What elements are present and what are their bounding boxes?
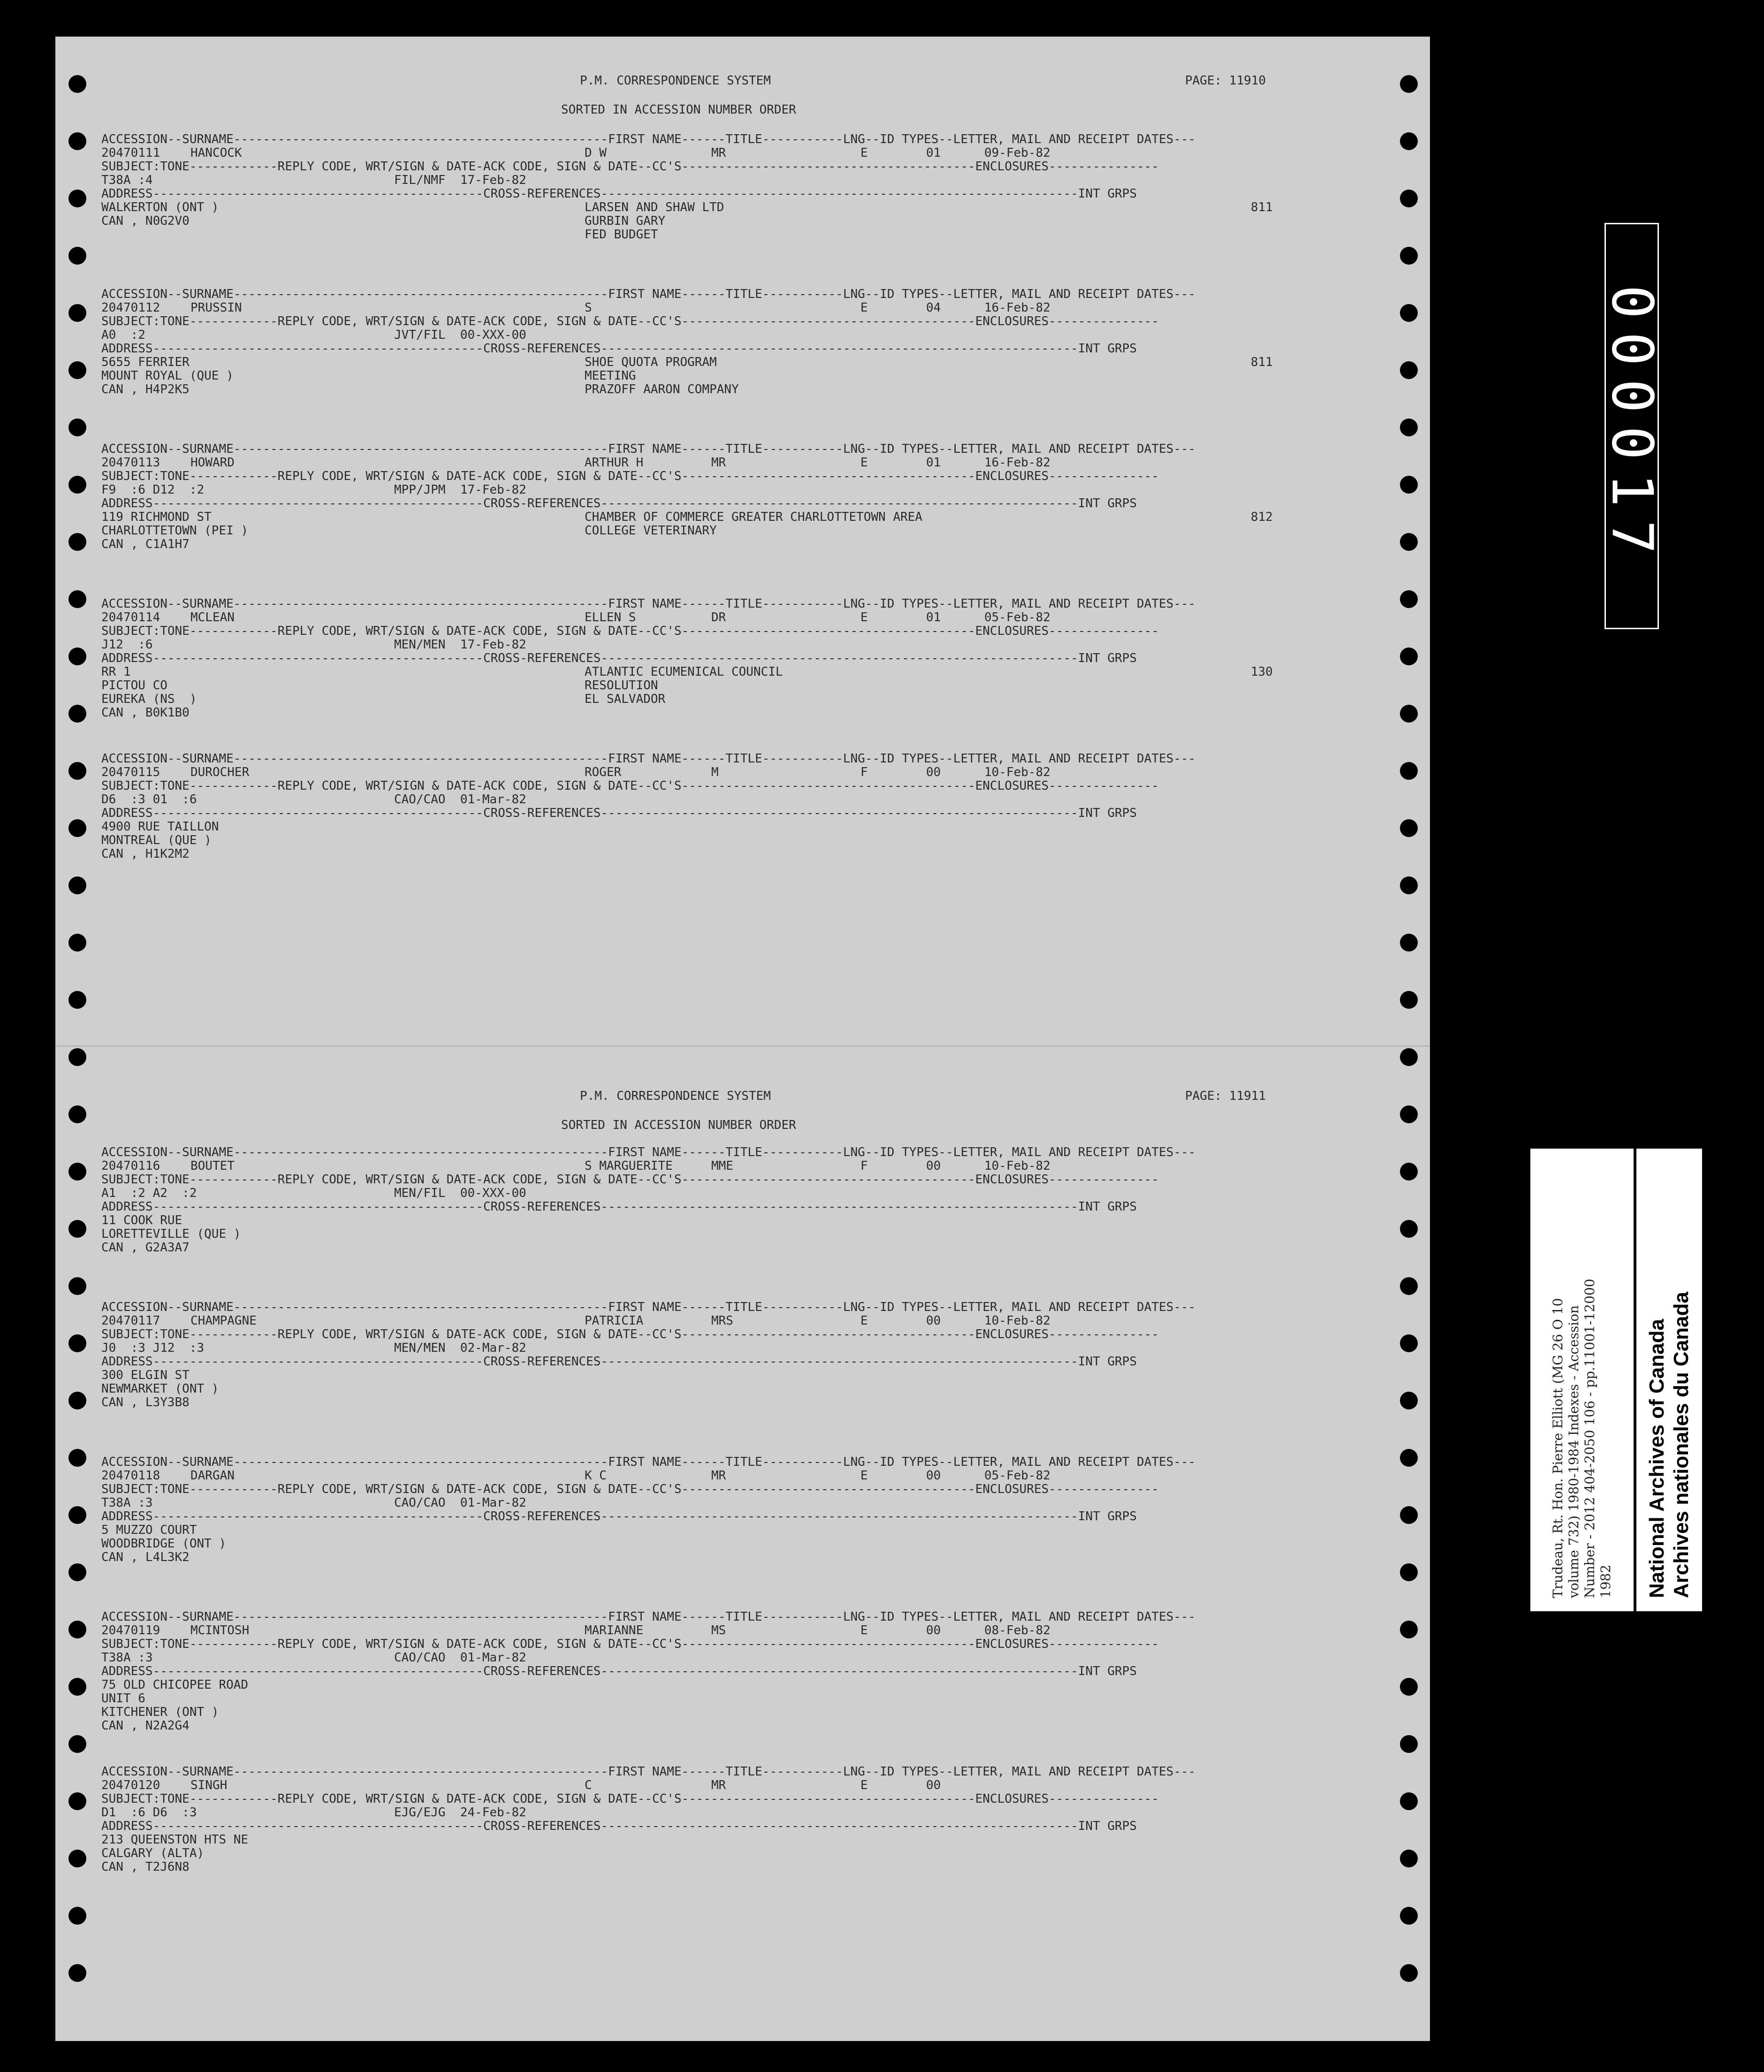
feed-hole — [1400, 1792, 1418, 1810]
header-rule-1: ACCESSION--SURNAME---------------------------------------------------FIRST NAME------TITLE-----------LNG--ID TYPES--LETTER, MAIL AND RECEIPT DATES--- — [101, 597, 1196, 611]
first-name: S — [585, 301, 592, 315]
feed-hole — [68, 590, 86, 608]
reply-code: MEN/FIL 00-XXX-00 — [394, 1186, 526, 1200]
feed-hole — [1400, 247, 1418, 265]
surname: DARGAN — [190, 1469, 235, 1483]
letter-date: 08-Feb-82 — [984, 1623, 1050, 1638]
feed-hole — [68, 1907, 86, 1925]
header-rule-2: SUBJECT:TONE------------REPLY CODE, WRT/SIGN & DATE-ACK CODE, SIGN & DATE--CC'S----------------------------------------ENCLOSURES--------------- — [101, 1638, 1159, 1651]
id-type: 00 — [926, 1159, 941, 1173]
address-line: PICTOU CO — [101, 678, 167, 693]
header-rule-2: SUBJECT:TONE------------REPLY CODE, WRT/SIGN & DATE-ACK CODE, SIGN & DATE--CC'S----------------------------------------ENCLOSURES--------------- — [101, 1792, 1159, 1806]
feed-hole — [1400, 1392, 1418, 1409]
feed-hole — [68, 934, 86, 952]
language: E — [860, 1314, 868, 1328]
id-type: 00 — [926, 1314, 941, 1328]
subject-tone: T38A :4 — [101, 173, 153, 187]
feed-hole — [68, 648, 86, 665]
feed-hole — [68, 75, 86, 93]
address-line: CAN , B0K1B0 — [101, 706, 190, 720]
address-line: LORETTEVILLE (QUE ) — [101, 1227, 241, 1241]
feed-hole — [68, 762, 86, 780]
first-name: ELLEN S — [585, 610, 636, 625]
feed-hole — [1400, 1105, 1418, 1123]
feed-hole — [68, 304, 86, 322]
feed-hole — [68, 1105, 86, 1123]
surname: BOUTET — [190, 1159, 235, 1173]
address-line: 300 ELGIN ST — [101, 1368, 190, 1382]
header-rule-3: ADDRESS---------------------------------------------CROSS-REFERENCES-----------------------------------------------------------------INT GRPS — [101, 1355, 1137, 1369]
feed-hole — [68, 876, 86, 894]
int-group: 811 — [1251, 355, 1273, 369]
header-rule-3: ADDRESS---------------------------------------------CROSS-REFERENCES-----------------------------------------------------------------INT GRPS — [101, 342, 1137, 356]
subject-tone: T38A :3 — [101, 1651, 153, 1665]
address-line: 11 COOK RUE — [101, 1213, 182, 1227]
feed-hole — [68, 1964, 86, 1982]
header-rule-1: ACCESSION--SURNAME---------------------------------------------------FIRST NAME------TITLE-----------LNG--ID TYPES--LETTER, MAIL AND RECEIPT DATES--- — [101, 442, 1196, 456]
reply-code: CAO/CAO 01-Mar-82 — [394, 1496, 526, 1510]
accession-number: 20470118 — [101, 1469, 160, 1483]
feed-hole — [1400, 991, 1418, 1009]
id-type: 01 — [926, 456, 941, 470]
page-number: PAGE: 11911 — [1185, 1089, 1266, 1103]
address-line: 75 OLD CHICOPEE ROAD — [101, 1678, 249, 1692]
header-rule-3: ADDRESS---------------------------------------------CROSS-REFERENCES-----------------------------------------------------------------INT GRPS — [101, 497, 1137, 510]
id-type: 04 — [926, 301, 941, 315]
title: MR — [711, 456, 726, 470]
feed-hole — [1400, 1048, 1418, 1066]
surname: MCLEAN — [190, 610, 235, 625]
feed-hole — [1400, 132, 1418, 150]
frame-number: 000017 — [1599, 285, 1665, 567]
address-line: CAN , L3Y3B8 — [101, 1395, 190, 1409]
title: MS — [711, 1623, 726, 1638]
feed-hole — [1400, 1334, 1418, 1352]
letter-date: 05-Feb-82 — [984, 1469, 1050, 1483]
feed-hole — [68, 1277, 86, 1295]
id-type: 00 — [926, 1778, 941, 1792]
header-rule-1: ACCESSION--SURNAME---------------------------------------------------FIRST NAME------TITLE-----------LNG--ID TYPES--LETTER, MAIL AND RECEIPT DATES--- — [101, 1610, 1196, 1624]
feed-hole — [1400, 1907, 1418, 1925]
language: F — [860, 1159, 868, 1173]
feed-hole — [68, 1563, 86, 1581]
cross-reference: PRAZOFF AARON COMPANY — [585, 382, 739, 396]
reply-code: JVT/FIL 00-XXX-00 — [394, 328, 526, 342]
first-name: MARIANNE — [585, 1623, 644, 1638]
correspondence-record — [101, 1765, 1321, 1874]
feed-hole — [68, 247, 86, 265]
accession-number: 20470111 — [101, 146, 160, 160]
header-rule-2: SUBJECT:TONE------------REPLY CODE, WRT/SIGN & DATE-ACK CODE, SIGN & DATE--CC'S----------------------------------------ENCLOSURES--------------- — [101, 1328, 1159, 1341]
correspondence-record — [101, 442, 1321, 551]
letter-date: 10-Feb-82 — [984, 1159, 1050, 1173]
header-rule-1: ACCESSION--SURNAME---------------------------------------------------FIRST NAME------TITLE-----------LNG--ID TYPES--LETTER, MAIL AND RECEIPT DATES--- — [101, 1146, 1196, 1159]
accession-number: 20470113 — [101, 456, 160, 470]
address-line: WOODBRIDGE (ONT ) — [101, 1537, 227, 1551]
first-name: S MARGUERITE — [585, 1159, 673, 1173]
archive-description-label — [1530, 1149, 1634, 1611]
reply-code: EJG/EJG 24-Feb-82 — [394, 1805, 526, 1820]
first-name: K C — [585, 1469, 607, 1483]
reply-code: CAO/CAO 01-Mar-82 — [394, 792, 526, 807]
title: M — [711, 765, 719, 779]
feed-hole — [68, 533, 86, 551]
header-rule-1: ACCESSION--SURNAME---------------------------------------------------FIRST NAME------TITLE-----------LNG--ID TYPES--LETTER, MAIL AND RECEIPT DATES--- — [101, 288, 1196, 301]
int-group: 811 — [1251, 200, 1273, 214]
surname: MCINTOSH — [190, 1623, 250, 1638]
sort-order: SORTED IN ACCESSION NUMBER ORDER — [561, 103, 796, 117]
address-line: 5 MUZZO COURT — [101, 1523, 197, 1537]
header-rule-1: ACCESSION--SURNAME---------------------------------------------------FIRST NAME------TITLE-----------LNG--ID TYPES--LETTER, MAIL AND RECEIPT DATES--- — [101, 1765, 1196, 1779]
feed-hole — [68, 132, 86, 150]
header-rule-1: ACCESSION--SURNAME---------------------------------------------------FIRST NAME------TITLE-----------LNG--ID TYPES--LETTER, MAIL AND RECEIPT DATES--- — [101, 133, 1196, 146]
feed-hole — [1400, 75, 1418, 93]
feed-hole — [68, 991, 86, 1009]
feed-hole — [1400, 533, 1418, 551]
feed-hole — [68, 1621, 86, 1638]
feed-hole — [1400, 1964, 1418, 1982]
cross-reference: FED BUDGET — [585, 228, 658, 242]
subject-tone: A1 :2 A2 :2 — [101, 1186, 197, 1200]
language: E — [860, 456, 868, 470]
address-line: NEWMARKET (ONT ) — [101, 1382, 219, 1396]
feed-hole — [1400, 419, 1418, 436]
subject-tone: D1 :6 D6 :3 — [101, 1805, 197, 1820]
feed-hole — [1400, 762, 1418, 780]
feed-hole — [68, 1220, 86, 1238]
feed-hole — [68, 1449, 86, 1467]
reply-code: MEN/MEN 02-Mar-82 — [394, 1341, 526, 1355]
header-rule-2: SUBJECT:TONE------------REPLY CODE, WRT/SIGN & DATE-ACK CODE, SIGN & DATE--CC'S----------------------------------------ENCLOSURES--------------- — [101, 779, 1159, 793]
address-line: CAN , L4L3K2 — [101, 1550, 190, 1564]
first-name: PATRICIA — [585, 1314, 644, 1328]
feed-hole — [68, 419, 86, 436]
archive-institution: National Archives of Canada Archives nationales du Canada — [1645, 1292, 1693, 1598]
surname: DUROCHER — [190, 765, 250, 779]
address-line: CAN , N2A2G4 — [101, 1719, 190, 1733]
reply-code: MEN/MEN 17-Feb-82 — [394, 638, 526, 652]
subject-tone: J0 :3 J12 :3 — [101, 1341, 205, 1355]
address-line: CAN , G2A3A7 — [101, 1241, 190, 1255]
header-rule-2: SUBJECT:TONE------------REPLY CODE, WRT/SIGN & DATE-ACK CODE, SIGN & DATE--CC'S----------------------------------------ENCLOSURES--------------- — [101, 625, 1159, 638]
correspondence-record — [101, 1455, 1321, 1564]
id-type: 00 — [926, 1469, 941, 1483]
system-title: P.M. CORRESPONDENCE SYSTEM — [580, 74, 771, 88]
header-rule-1: ACCESSION--SURNAME---------------------------------------------------FIRST NAME------TITLE-----------LNG--ID TYPES--LETTER, MAIL AND RECEIPT DATES--- — [101, 1301, 1196, 1314]
accession-number: 20470119 — [101, 1623, 160, 1638]
feed-hole — [68, 190, 86, 207]
archive-institution-label — [1636, 1149, 1702, 1611]
letter-date: 16-Feb-82 — [984, 301, 1050, 315]
correspondence-record — [101, 1146, 1321, 1255]
page-fold — [55, 1045, 1430, 1047]
frame-stamp — [1599, 223, 1665, 629]
accession-number: 20470112 — [101, 301, 160, 315]
letter-date: 05-Feb-82 — [984, 610, 1050, 625]
address-line: CAN , N0G2V0 — [101, 214, 190, 228]
feed-hole — [1400, 819, 1418, 837]
header-rule-3: ADDRESS---------------------------------------------CROSS-REFERENCES-----------------------------------------------------------------INT GRPS — [101, 652, 1137, 665]
feed-hole — [1400, 648, 1418, 665]
feed-hole — [1400, 876, 1418, 894]
correspondence-record — [101, 1610, 1321, 1733]
header-rule-2: SUBJECT:TONE------------REPLY CODE, WRT/SIGN & DATE-ACK CODE, SIGN & DATE--CC'S----------------------------------------ENCLOSURES--------------- — [101, 160, 1159, 174]
feed-hole — [68, 1048, 86, 1066]
cross-reference: ATLANTIC ECUMENICAL COUNCIL — [585, 665, 783, 679]
surname: CHAMPAGNE — [190, 1314, 257, 1328]
address-line: MOUNT ROYAL (QUE ) — [101, 369, 234, 383]
feed-hole — [1400, 190, 1418, 207]
first-name: C — [585, 1778, 592, 1792]
correspondence-record — [101, 752, 1321, 861]
correspondence-record — [101, 597, 1321, 720]
header-rule-1: ACCESSION--SURNAME---------------------------------------------------FIRST NAME------TITLE-----------LNG--ID TYPES--LETTER, MAIL AND RECEIPT DATES--- — [101, 752, 1196, 766]
cross-reference: EL SALVADOR — [585, 692, 666, 706]
surname: SINGH — [190, 1778, 228, 1792]
surname: HOWARD — [190, 456, 235, 470]
language: E — [860, 301, 868, 315]
address-line: CAN , H4P2K5 — [101, 382, 190, 396]
header-rule-3: ADDRESS---------------------------------------------CROSS-REFERENCES-----------------------------------------------------------------INT GRPS — [101, 807, 1137, 820]
cross-reference: CHAMBER OF COMMERCE GREATER CHARLOTTETOWN AREA — [585, 510, 923, 524]
id-type: 01 — [926, 610, 941, 625]
address-line: 213 QUEENSTON HTS NE — [101, 1833, 249, 1847]
cross-reference: MEETING — [585, 369, 636, 383]
header-rule-2: SUBJECT:TONE------------REPLY CODE, WRT/SIGN & DATE-ACK CODE, SIGN & DATE--CC'S----------------------------------------ENCLOSURES--------------- — [101, 470, 1159, 483]
title: MR — [711, 146, 726, 160]
address-line: KITCHENER (ONT ) — [101, 1705, 219, 1719]
archive-description: Trudeau, Rt. Hon. Pierre Elliott (MG 26 O 10 volume 732) 1980-1984 Indexes - Accession Number - 2012 404-2050 106 - pp.11001-12000 1982 — [1550, 1279, 1613, 1598]
address-line: RR 1 — [101, 665, 131, 679]
accession-number: 20470115 — [101, 765, 160, 779]
reply-code: MPP/JPM 17-Feb-82 — [394, 483, 526, 497]
cross-reference: COLLEGE VETERINARY — [585, 524, 717, 538]
subject-tone: F9 :6 D12 :2 — [101, 483, 205, 497]
feed-hole — [1400, 705, 1418, 723]
feed-hole — [1400, 934, 1418, 952]
page-number: PAGE: 11910 — [1185, 74, 1266, 88]
address-line: 119 RICHMOND ST — [101, 510, 212, 524]
language: E — [860, 146, 868, 160]
system-title: P.M. CORRESPONDENCE SYSTEM — [580, 1089, 771, 1103]
subject-tone: D6 :3 01 :6 — [101, 792, 197, 807]
feed-hole — [68, 476, 86, 494]
feed-hole — [68, 1163, 86, 1181]
address-line: WALKERTON (ONT ) — [101, 200, 219, 214]
sort-order: SORTED IN ACCESSION NUMBER ORDER — [561, 1118, 796, 1132]
cross-reference: RESOLUTION — [585, 678, 658, 693]
correspondence-record — [101, 1301, 1321, 1409]
feed-hole — [1400, 590, 1418, 608]
first-name: D W — [585, 146, 607, 160]
address-line: 5655 FERRIER — [101, 355, 190, 369]
title: MME — [711, 1159, 733, 1173]
feed-hole — [1400, 1563, 1418, 1581]
header-rule-3: ADDRESS---------------------------------------------CROSS-REFERENCES-----------------------------------------------------------------INT GRPS — [101, 1820, 1137, 1833]
first-name: ARTHUR H — [585, 456, 644, 470]
address-line: CAN , T2J6N8 — [101, 1860, 190, 1874]
int-group: 130 — [1251, 665, 1273, 679]
letter-date: 16-Feb-82 — [984, 456, 1050, 470]
reply-code: FIL/NMF 17-Feb-82 — [394, 173, 526, 187]
title: DR — [711, 610, 726, 625]
title: MRS — [711, 1314, 733, 1328]
feed-hole — [68, 1678, 86, 1696]
feed-hole — [1400, 1506, 1418, 1524]
feed-hole — [68, 1850, 86, 1867]
first-name: ROGER — [585, 765, 622, 779]
reply-code: CAO/CAO 01-Mar-82 — [394, 1651, 526, 1665]
address-line: UNIT 6 — [101, 1691, 145, 1706]
header-rule-3: ADDRESS---------------------------------------------CROSS-REFERENCES-----------------------------------------------------------------INT GRPS — [101, 1200, 1137, 1214]
feed-hole — [1400, 1735, 1418, 1753]
int-group: 812 — [1251, 510, 1273, 524]
accession-number: 20470114 — [101, 610, 160, 625]
feed-hole — [68, 1792, 86, 1810]
subject-tone: A0 :2 — [101, 328, 145, 342]
feed-hole — [68, 1392, 86, 1409]
language: E — [860, 1623, 868, 1638]
id-type: 01 — [926, 146, 941, 160]
surname: HANCOCK — [190, 146, 242, 160]
feed-hole — [1400, 361, 1418, 379]
feed-hole — [68, 1735, 86, 1753]
address-line: CALGARY (ALTA) — [101, 1846, 205, 1860]
cross-reference: SHOE QUOTA PROGRAM — [585, 355, 717, 369]
address-line: CHARLOTTETOWN (PEI ) — [101, 524, 249, 538]
language: E — [860, 1469, 868, 1483]
feed-hole — [1400, 1678, 1418, 1696]
header-rule-2: SUBJECT:TONE------------REPLY CODE, WRT/SIGN & DATE-ACK CODE, SIGN & DATE--CC'S----------------------------------------ENCLOSURES--------------- — [101, 315, 1159, 328]
feed-hole — [68, 1506, 86, 1524]
address-line: CAN , H1K2M2 — [101, 847, 190, 861]
feed-hole — [1400, 1850, 1418, 1867]
feed-hole — [1400, 304, 1418, 322]
address-line: MONTREAL (QUE ) — [101, 833, 212, 847]
correspondence-record — [101, 288, 1321, 396]
language: F — [860, 765, 868, 779]
title: MR — [711, 1469, 726, 1483]
header-rule-3: ADDRESS---------------------------------------------CROSS-REFERENCES-----------------------------------------------------------------INT GRPS — [101, 1510, 1137, 1524]
id-type: 00 — [926, 1623, 941, 1638]
feed-hole — [1400, 1220, 1418, 1238]
address-line: EUREKA (NS ) — [101, 692, 197, 706]
subject-tone: J12 :6 — [101, 638, 153, 652]
address-line: 4900 RUE TAILLON — [101, 820, 219, 834]
cross-reference: GURBIN GARY — [585, 214, 666, 228]
id-type: 00 — [926, 765, 941, 779]
correspondence-record — [101, 133, 1321, 242]
header-rule-3: ADDRESS---------------------------------------------CROSS-REFERENCES-----------------------------------------------------------------INT GRPS — [101, 187, 1137, 201]
letter-date: 10-Feb-82 — [984, 765, 1050, 779]
subject-tone: T38A :3 — [101, 1496, 153, 1510]
cross-reference: LARSEN AND SHAW LTD — [585, 200, 724, 214]
feed-hole — [68, 819, 86, 837]
feed-hole — [1400, 1449, 1418, 1467]
feed-hole — [68, 1334, 86, 1352]
accession-number: 20470120 — [101, 1778, 160, 1792]
feed-hole — [1400, 476, 1418, 494]
address-line: CAN , C1A1H7 — [101, 537, 190, 551]
feed-hole — [68, 705, 86, 723]
language: E — [860, 610, 868, 625]
feed-hole — [1400, 1621, 1418, 1638]
feed-hole — [68, 361, 86, 379]
title: MR — [711, 1778, 726, 1792]
header-rule-1: ACCESSION--SURNAME---------------------------------------------------FIRST NAME------TITLE-----------LNG--ID TYPES--LETTER, MAIL AND RECEIPT DATES--- — [101, 1455, 1196, 1469]
language: E — [860, 1778, 868, 1792]
header-rule-2: SUBJECT:TONE------------REPLY CODE, WRT/SIGN & DATE-ACK CODE, SIGN & DATE--CC'S----------------------------------------ENCLOSURES--------------- — [101, 1483, 1159, 1496]
header-rule-2: SUBJECT:TONE------------REPLY CODE, WRT/SIGN & DATE-ACK CODE, SIGN & DATE--CC'S----------------------------------------ENCLOSURES--------------- — [101, 1173, 1159, 1187]
header-rule-3: ADDRESS---------------------------------------------CROSS-REFERENCES-----------------------------------------------------------------INT GRPS — [101, 1665, 1137, 1678]
accession-number: 20470116 — [101, 1159, 160, 1173]
feed-hole — [1400, 1277, 1418, 1295]
letter-date: 10-Feb-82 — [984, 1314, 1050, 1328]
surname: PRUSSIN — [190, 301, 242, 315]
feed-hole — [1400, 1163, 1418, 1181]
letter-date: 09-Feb-82 — [984, 146, 1050, 160]
accession-number: 20470117 — [101, 1314, 160, 1328]
